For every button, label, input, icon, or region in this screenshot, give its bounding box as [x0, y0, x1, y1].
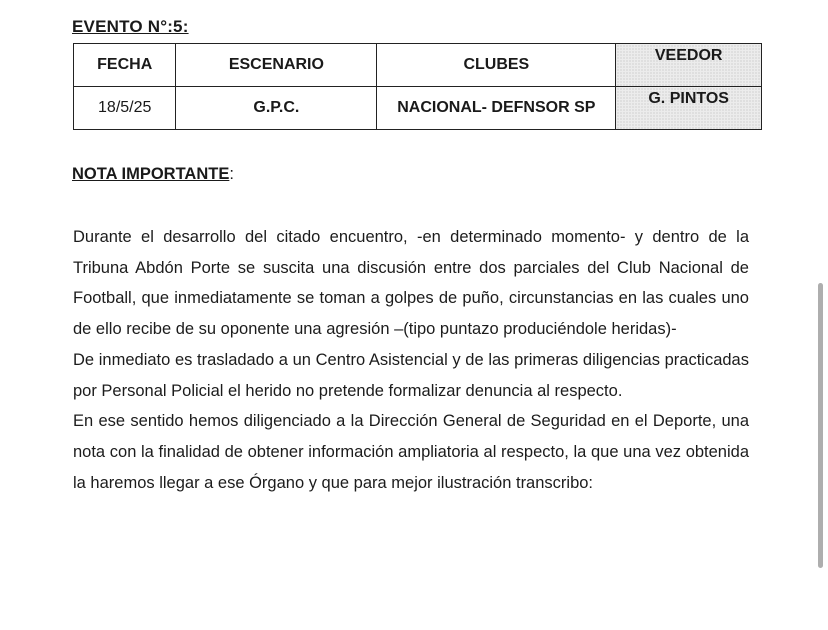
header-fecha: FECHA — [74, 44, 176, 87]
note-paragraph-3: En ese sentido hemos diligenciado a la Dirección General de Seguridad en el Deporte, una nota con la finalidad de obtener información ampliatoria al respecto, la que una vez obtenida la haremos llegar a ese Órgano y que para mejor ilustración transcribo: — [73, 412, 749, 492]
header-veedor — [616, 44, 762, 87]
header-escenario: ESCENARIO — [176, 44, 377, 87]
note-heading — [72, 165, 234, 184]
cell-clubes: NACIONAL- DEFNSOR SP — [377, 87, 616, 130]
note-paragraph-1: Durante el desarrollo del citado encuentro, -en determinado momento- y dentro de la Tribuna Abdón Porte se suscita una discusión entre dos parciales del Club Nacional de Football, que inmediatamente se toman a golpes de puño, circunstancias en las cuales uno de ello recibe de su oponente una agresión –(tipo puntazo produciéndole heridas)- — [73, 228, 749, 339]
note-body — [73, 222, 749, 498]
vertical-scrollbar[interactable] — [818, 283, 823, 568]
header-veedor-label: VEEDOR — [654, 47, 723, 64]
note-heading-text: NOTA IMPORTANTE — [72, 165, 230, 183]
header-clubes: CLUBES — [377, 44, 616, 87]
event-table — [73, 43, 762, 130]
event-title: EVENTO N°:5: — [72, 17, 189, 36]
note-paragraph-2: De inmediato es trasladado a un Centro Asistencial y de las primeras diligencias practicadas por Personal Policial el herido no pretende formalizar denuncia al respecto. — [73, 350, 749, 400]
cell-fecha: 18/5/25 — [74, 87, 176, 130]
table-row — [74, 87, 762, 130]
table-header-row — [74, 44, 762, 87]
cell-escenario: G.P.C. — [176, 87, 377, 130]
cell-veedor-value: G. PINTOS — [648, 90, 729, 107]
note-heading-colon: : — [229, 165, 234, 183]
cell-veedor — [616, 87, 762, 130]
